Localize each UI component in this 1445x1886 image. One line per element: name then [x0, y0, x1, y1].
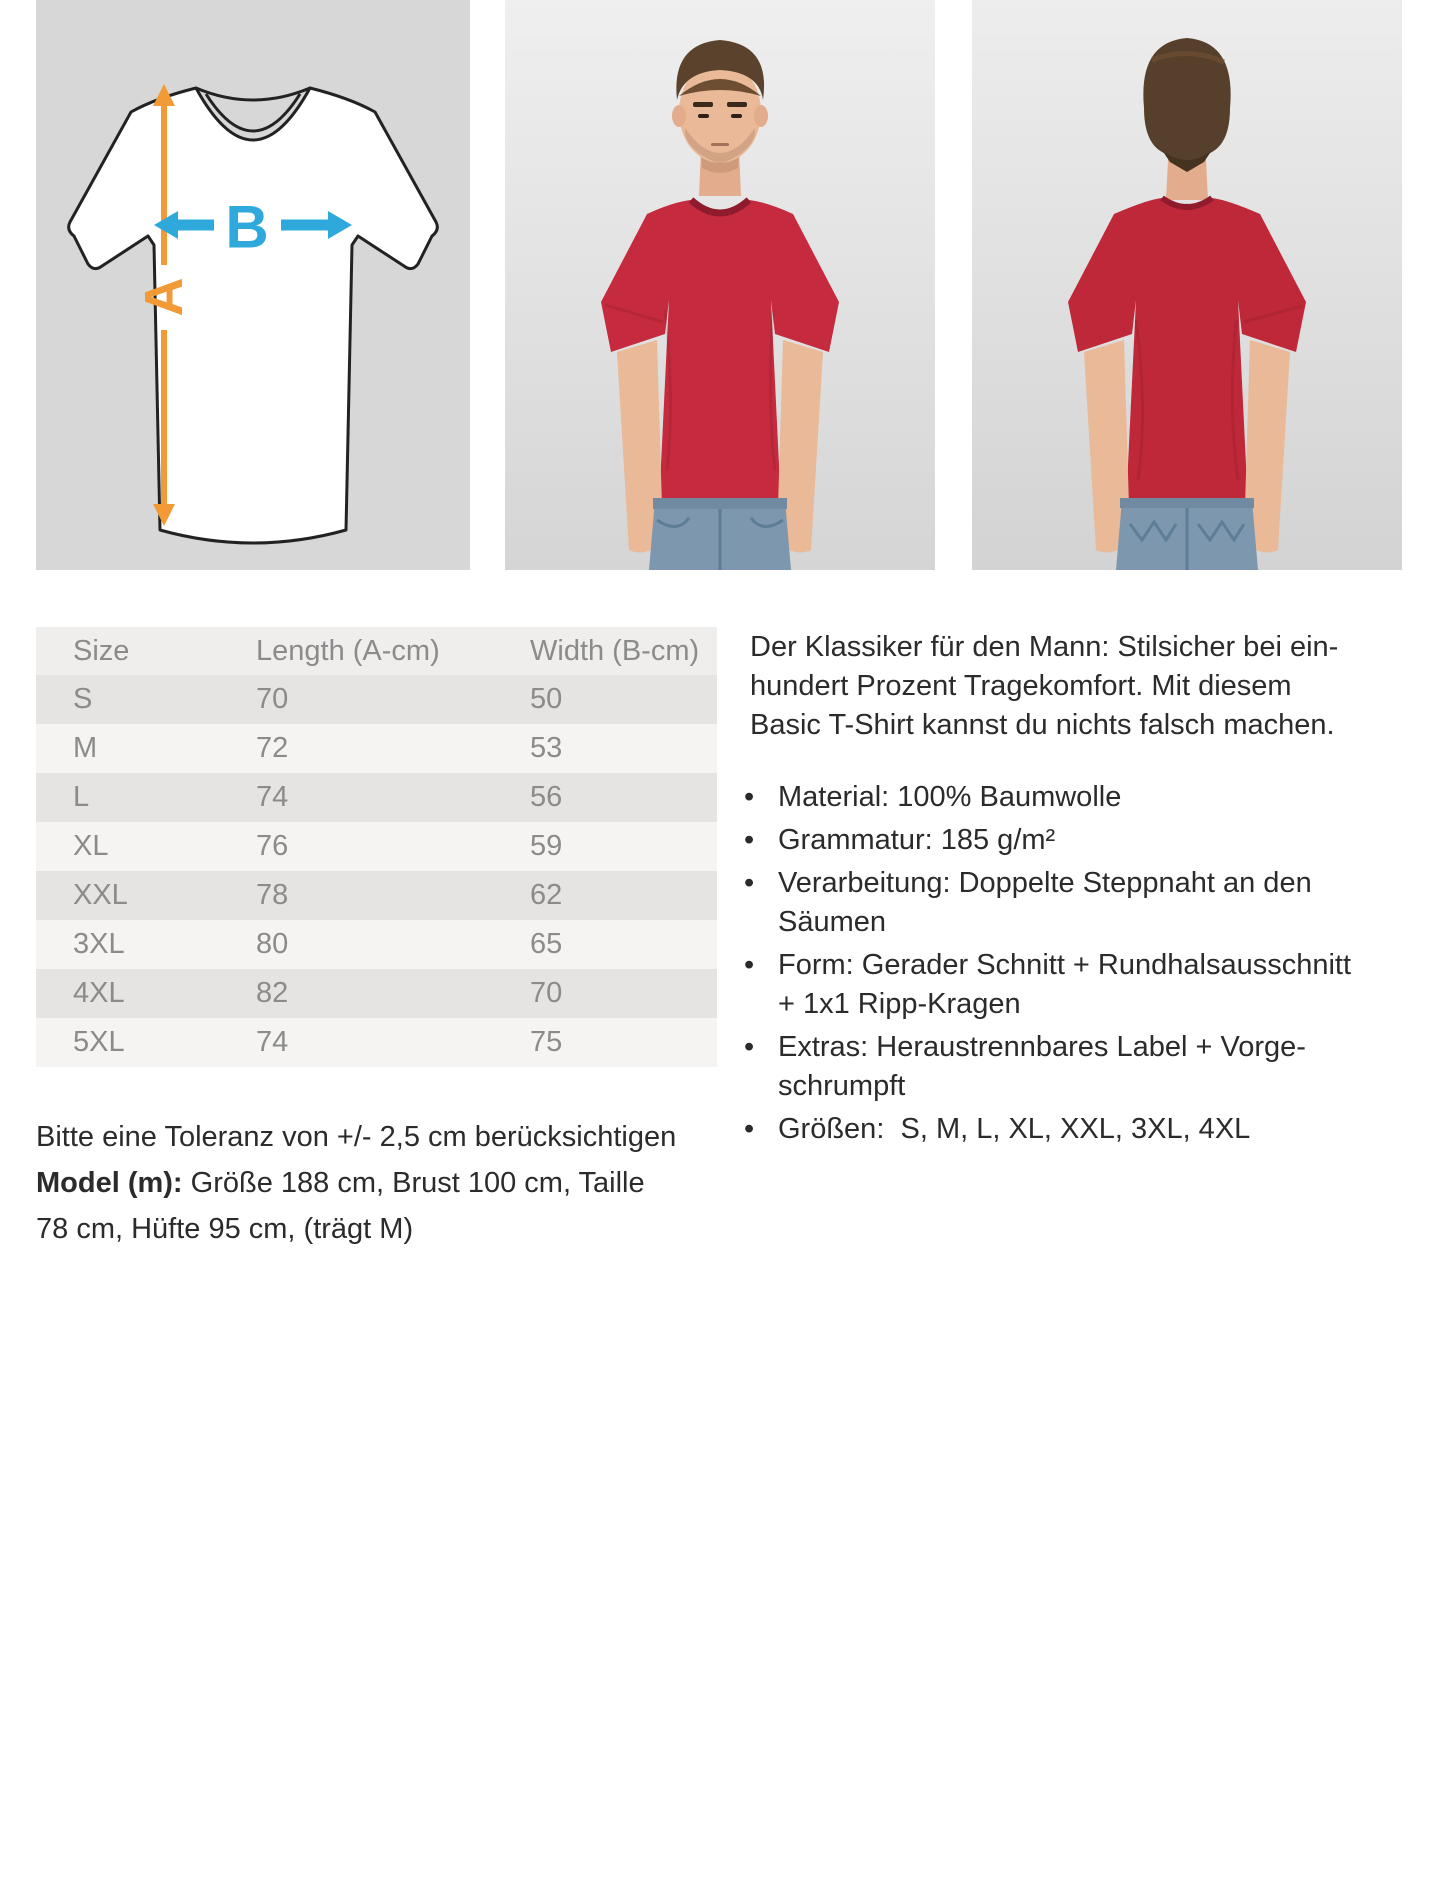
intro-line: hundert Prozent Tragekomfort. Mit diesem — [750, 670, 1292, 702]
header-size: Size — [36, 627, 256, 675]
table-row: L 74 56 — [36, 773, 717, 822]
table-row: XL 76 59 — [36, 822, 717, 871]
table-row: XXL 78 62 — [36, 871, 717, 920]
table-row: 4XL 82 70 — [36, 969, 717, 1018]
bullet-icon: • — [744, 1031, 755, 1063]
tolerance-note — [36, 1114, 696, 1252]
tolerance-line: Bitte eine Toleranz von +/- 2,5 cm berücksichtigen — [36, 1121, 677, 1153]
model-back-photo — [972, 0, 1402, 570]
bullet-item-form: • Form: Gerader Schnitt + Rundhalsausschnitt + 1x1 Ripp-Kragen — [736, 946, 1436, 1024]
table-row: M 72 53 — [36, 724, 717, 773]
bullet-icon: • — [744, 949, 755, 981]
label-a: A — [134, 277, 194, 317]
bullet-item-verarbeitung: • Verarbeitung: Doppelte Steppnaht an den Säumen — [736, 864, 1436, 942]
feature-bullet-list — [736, 778, 1436, 1153]
label-b: B — [225, 193, 269, 261]
model-measurements: Größe 188 cm, Brust 100 cm, Taille — [182, 1167, 645, 1199]
intro-line: Der Klassiker für den Mann: Stilsicher bei ein- — [750, 631, 1339, 663]
table-row: 3XL 80 65 — [36, 920, 717, 969]
model-back-illustration — [972, 0, 1402, 570]
bullet-item-extras: • Extras: Heraustrennbares Label + Vorge- schrumpft — [736, 1028, 1436, 1106]
model-info-line2: 78 cm, Hüfte 95 cm, (trägt M) — [36, 1213, 414, 1245]
header-width: Width (B-cm) — [530, 627, 717, 675]
product-description — [744, 628, 1430, 1145]
description-paragraph — [750, 628, 1430, 745]
size-diagram-image — [36, 0, 470, 570]
size-table — [36, 627, 717, 1067]
bullet-item-groessen: • Größen: S, M, L, XL, XXL, 3XL, 4XL — [736, 1110, 1436, 1149]
bullet-item-material: • Material: 100% Baumwolle — [736, 778, 1436, 817]
bullet-icon: • — [744, 781, 755, 813]
table-header-row — [36, 627, 717, 675]
model-front-illustration — [505, 0, 935, 570]
model-front-photo — [505, 0, 935, 570]
bullet-icon: • — [744, 867, 755, 899]
table-row: 5XL 74 75 — [36, 1018, 717, 1067]
tshirt-measurement-diagram — [36, 0, 470, 570]
table-row: S 70 50 — [36, 675, 717, 724]
model-label: Model (m): — [36, 1167, 183, 1199]
header-length: Length (A-cm) — [256, 627, 530, 675]
model-info-line1 — [36, 1160, 696, 1206]
bullet-icon: • — [744, 824, 755, 856]
bullet-item-grammatur: • Grammatur: 185 g/m² — [736, 821, 1436, 860]
intro-line: Basic T-Shirt kannst du nichts falsch machen. — [750, 709, 1335, 741]
bullet-icon: • — [744, 1113, 755, 1145]
